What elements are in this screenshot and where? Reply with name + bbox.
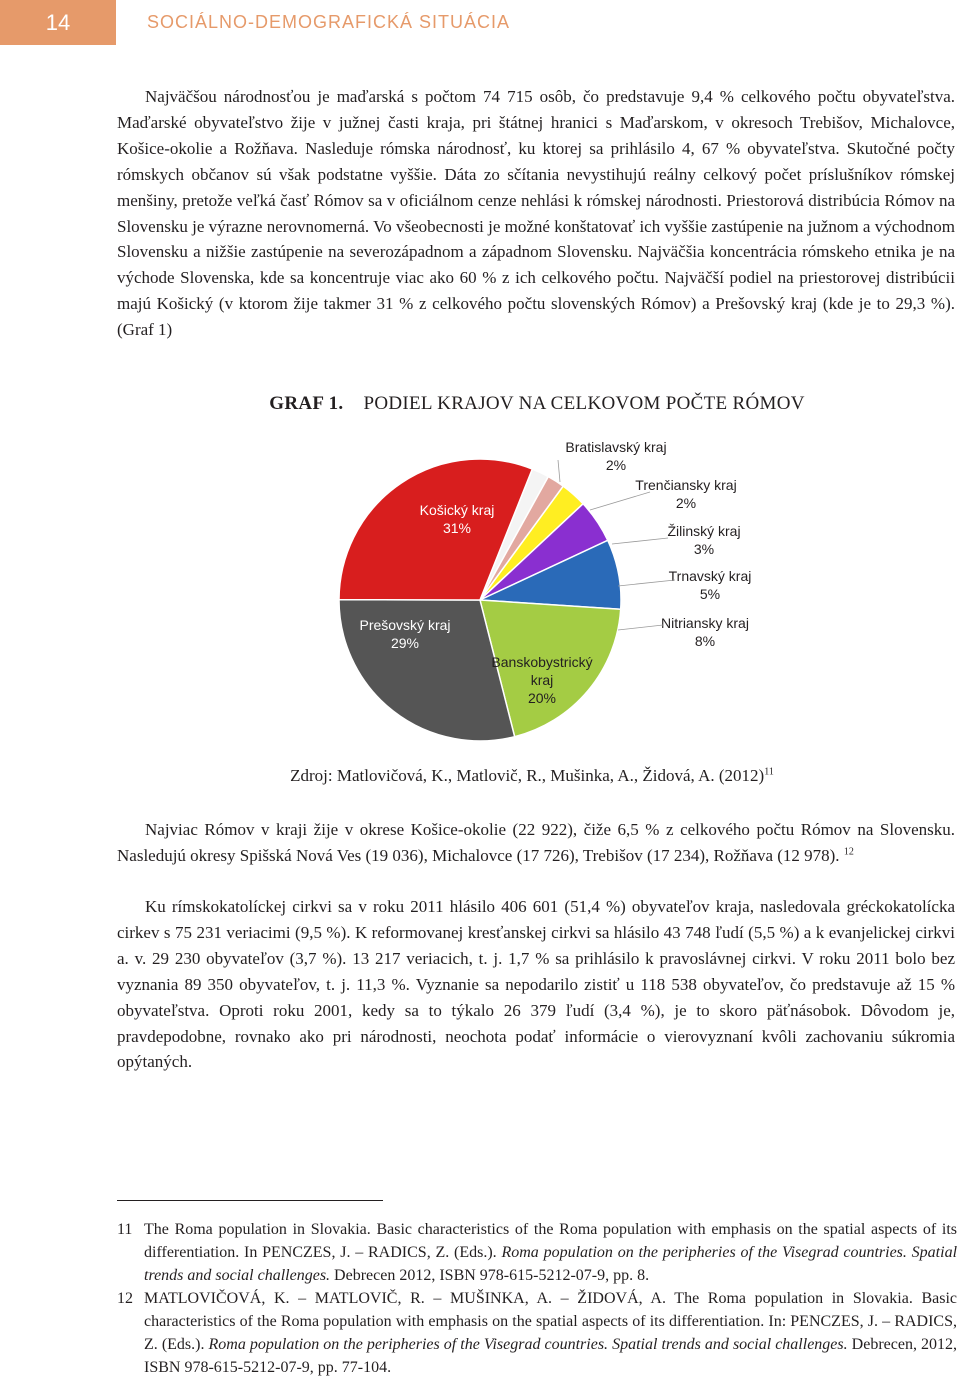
- figure-title-text: PODIEL KRAJOV NA CELKOVOM POČTE RÓMOV: [363, 393, 805, 414]
- running-head: SOCIÁLNO-DEMOGRAFICKÁ SITUÁCIA: [147, 12, 511, 32]
- paragraph-3: [117, 894, 955, 1075]
- paragraph-1: [117, 84, 955, 343]
- pie-leader-line-2: [612, 538, 668, 544]
- footnote-12-part-b: Debrecen, 2012, ISBN 978-615-5212-07-9, pp. 77-104.: [144, 1336, 957, 1376]
- figure-source-ref: 11: [764, 766, 774, 778]
- pie-leader-line-0: [558, 460, 560, 482]
- pie-label-3: Trnavský kraj 5%: [668, 568, 752, 602]
- pie-leader-line-4: [618, 625, 663, 630]
- figure-number: GRAF 1.: [269, 393, 344, 414]
- pie-label-1: Trenčiansky kraj 2%: [635, 477, 737, 511]
- paragraph-2: [117, 817, 955, 869]
- pie-label-7: Košický kraj 31%: [419, 502, 495, 536]
- pie-leader-line-3: [618, 580, 675, 586]
- footnote-11-italic: Roma population on the peripheries of the Visegrad countries. Spatial trends and social challenges.: [144, 1244, 958, 1284]
- footnote-11-part-b: Debrecen 2012, ISBN 978-615-5212-07-9, pp. 8.: [330, 1267, 650, 1284]
- footnote-11: [117, 1218, 957, 1287]
- paragraph-1-text: Najväčšou národnosťou je maďarská s počtom 74 715 osôb, čo predstavuje 9,4 % celkového počtu obyvateľstva. Maďarské obyvateľstvo žije v južnej časti kraja, pri štátnej hranici s Maďarskom, v okresoch Trebišov, Michalovce, Košice-okolie a Rožňava. Nasleduje rómska národnosť, ku ktorej sa prihlásilo 4, 67 % obyvateľstva. Skutočné počty rómskych občanov sú však podstatne vyššie. Dáta zo sčítania nevystihujú reálny celkový počet príslušníkov rómskej menšiny, pretože veľká časť Rómov sa v oficiálnom cenze nehlási k rómskej národnosti. Priestorová distribúcia Rómov na Slovensku je výrazne nerovnomerná. Vo všeobecnosti je možné konštatovať ich vyššie zastúpenie na južnom a východnom Slovensku a nižšie zastúpenie na severozápadnom a západnom Slovensku. Najväčšia koncentrácia rómskeho etnika je na východe Slovenska, kde sa koncentruje viac ako 60 % z ich celkového počtu. Najväčší podiel na priestorovej distribúcii majú Košický (v ktorom žije takmer 31 % z celkového počtu slovenských Rómov) a Prešovský kraj (kde je to 29,3 %). (Graf 1): [117, 87, 955, 340]
- figure-title: [0, 393, 960, 415]
- pie-label-0: Bratislavský kraj 2%: [565, 439, 667, 473]
- pie-label-2: Žilinský kraj 3%: [667, 523, 741, 557]
- pie-chart: [300, 430, 780, 750]
- figure-source-text: Zdroj: Matlovičová, K., Matlovič, R., Mušinka, A., Židová, A. (2012): [290, 766, 765, 785]
- footnote-11-number: 11: [117, 1221, 133, 1238]
- footnote-rule: [117, 1200, 383, 1201]
- paragraph-2-ref: 12: [843, 846, 854, 858]
- footnote-11-text: [144, 1218, 957, 1287]
- footnote-11-part-a: The Roma population in Slovakia. Basic characteristics of the Roma population with emphasis on the spatial aspects of its differentiation. In PENCZES, J. – RADICS, Z. (Eds.).: [144, 1221, 957, 1261]
- footnote-12-part-a: MATLOVIČOVÁ, K. – MATLOVIČ, R. – MUŠINKA, A. – ŽIDOVÁ, A. The Roma population in Slovakia. Basic characteristics of the Roma population with emphasis on the spatial aspects of its differentiation. In: PENCZES, J. – RADICS, Z. (Eds.).: [144, 1290, 957, 1353]
- paragraph-2-text: Najviac Rómov v kraji žije v okrese Košice-okolie (22 922), čiže 6,5 % z celkového počtu Rómov na Slovensku. Nasledujú okresy Spišská Nová Ves (19 036), Michalovce (17 726), Trebišov (17 234), Rožňava (12 978).: [117, 820, 955, 865]
- page-number: [0, 0, 116, 45]
- footnote-12-text: [144, 1287, 957, 1379]
- paragraph-3-text: Ku rímskokatolíckej cirkvi sa v roku 2011 hlásilo 406 601 (51,4 %) obyvateľov kraja, nasledovala gréckokatolícka cirkev s 75 231 veriacimi (9,5 %). K reformovanej kresťanskej cirkvi sa hlásilo 43 748 ľudí (5,5 %) a k evanjelickej cirkvi a. v. 29 230 obyvateľov (3,7 %). 13 217 veriacich, t. j. 1,7 % sa prihlásilo k pravoslávnej cirkvi. V roku 2011 bolo bez vyznania 89 350 obyvateľov, t. j. 11,3 %. Vyznanie sa nepodarilo zistiť u 118 538 obyvateľov, čo predstavuje až 15 % obyvateľstva. Oproti roku 2001, kedy sa to týkalo 26 379 ľudí (3,4 %), je to skoro päťnásobok. Dôvodom je, pravdepodobne, rovnako ako pri národnosti, neochota podať informácie o vierovyznaní kvôli zachovaniu súkromia opýtaných.: [117, 897, 955, 1072]
- footnote-12-italic: Roma population on the peripheries of the Visegrad countries. Spatial trends and social challenges.: [208, 1336, 848, 1353]
- pie-leader-line-1: [590, 492, 650, 510]
- page-number-text: 14: [45, 9, 71, 35]
- pie-label-6: Prešovský kraj 29%: [359, 617, 451, 651]
- footnote-12: [117, 1287, 957, 1379]
- pie-label-5: Banskobystrický kraj 20%: [491, 654, 593, 706]
- footnote-12-number: 12: [117, 1290, 133, 1307]
- pie-label-4: Nitriansky kraj 8%: [661, 615, 749, 649]
- figure-source: [0, 766, 960, 786]
